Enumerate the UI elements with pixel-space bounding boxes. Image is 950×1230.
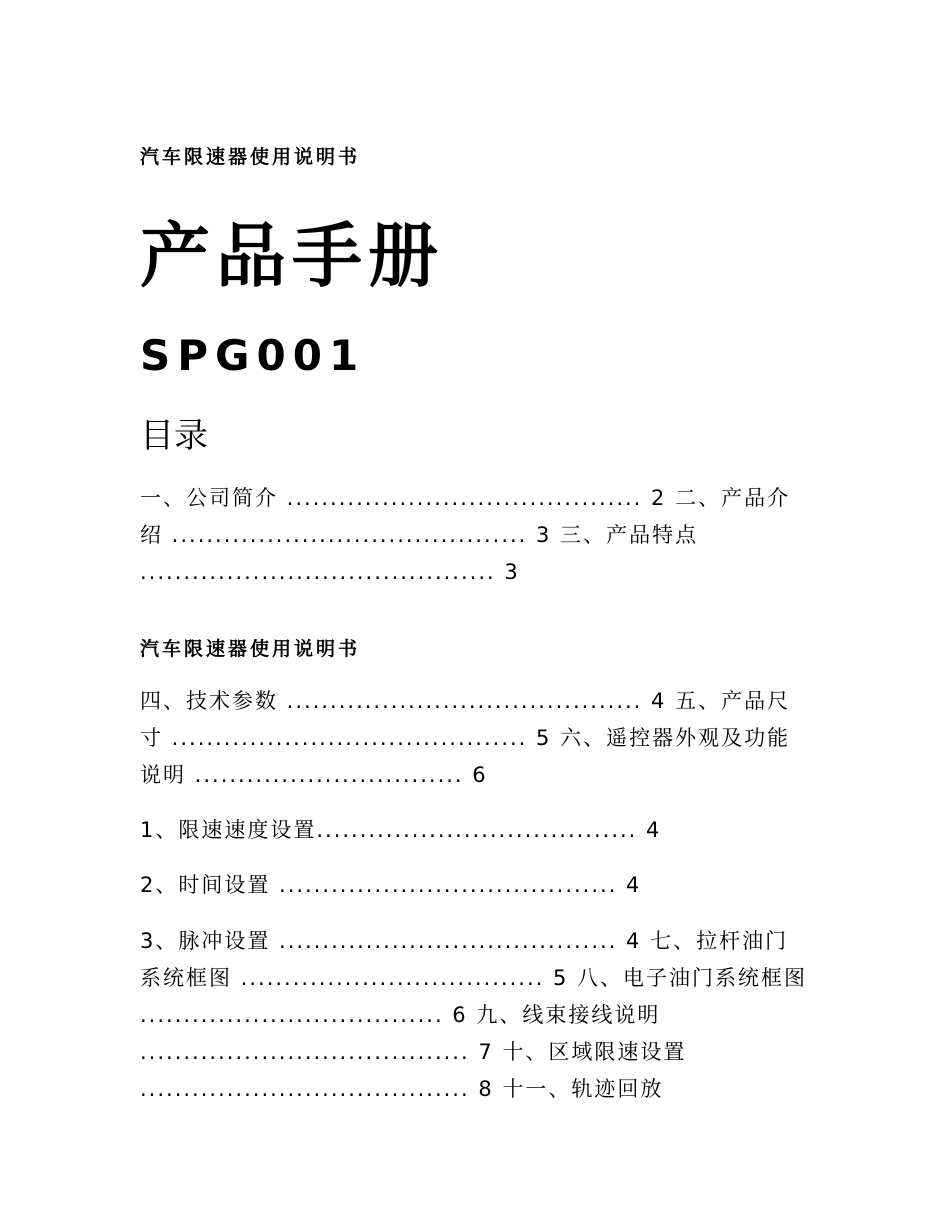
toc-line: ...................................... 8 十一、轨迹回放 <box>140 1077 664 1101</box>
toc-section-2 <box>140 683 820 794</box>
toc-line: 2、时间设置 ....................................... 4 <box>140 873 642 897</box>
toc-line: 1、限速速度设置..................................... 4 <box>140 818 662 842</box>
document-header-title: 汽车限速器使用说明书 <box>140 146 361 168</box>
toc-line: 系统框图 ................................... 5 八、电子油门系统框图 <box>140 966 808 990</box>
toc-heading: 目录 <box>140 416 208 456</box>
toc-line: ...................................... 7 十、区域限速设置 <box>140 1040 687 1064</box>
toc-line: 四、技术参数 ......................................... 4 五、产品尺 <box>140 689 791 713</box>
toc-line: ......................................... 3 <box>140 560 520 584</box>
toc-entry-time-setting <box>140 867 820 904</box>
toc-section-1 <box>140 480 820 591</box>
toc-section-3 <box>140 923 820 1108</box>
toc-entry-speed-limit-setting <box>140 812 820 849</box>
toc-line: 一、公司简介 ......................................... 2 二、产品介 <box>140 486 791 510</box>
toc-line: 说明 ............................... 6 <box>140 763 488 787</box>
document-header-title-repeat: 汽车限速器使用说明书 <box>140 638 361 660</box>
product-manual-title: 产品手册 <box>140 215 444 297</box>
model-number: SPG001 <box>140 331 366 380</box>
toc-line: 3、脉冲设置 ....................................... 4 七、拉杆油门 <box>140 929 789 953</box>
toc-line: 寸 ......................................... 5 六、遥控器外观及功能 <box>140 726 791 750</box>
toc-line: ................................... 6 九、线束接线说明 <box>140 1003 661 1027</box>
toc-line: 绍 ......................................... 3 三、产品特点 <box>140 523 699 547</box>
